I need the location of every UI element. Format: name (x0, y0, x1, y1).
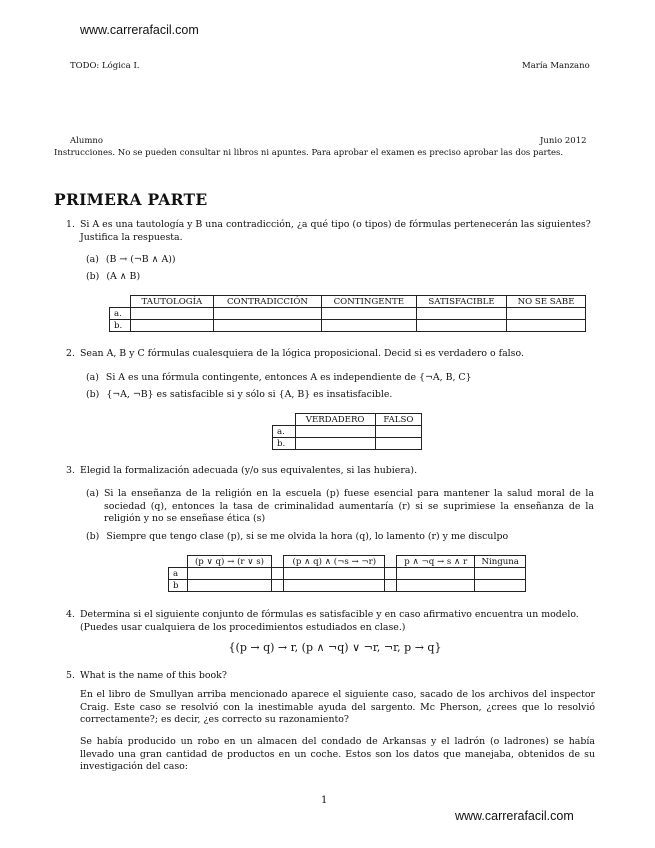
table-header: CONTRADICCIÓN (214, 296, 322, 308)
table-header: NO SE SABE (507, 296, 586, 308)
answer-cell[interactable] (397, 568, 475, 580)
q5-paragraph-2: Se había producido un robo en un almacen del condado de Arkansas y el ladrón (o ladrones) se había llevado una gran cantidad de productos en un coche. Estos son los datos que manejaba, obtenidos de su investigación del caso: (80, 736, 595, 772)
question-1 (66, 219, 595, 244)
instructions-lead: Instrucciones. (54, 148, 116, 158)
question-number: 5. (66, 670, 75, 681)
answer-cell[interactable] (284, 568, 385, 580)
question-3 (66, 465, 595, 478)
spacer-cell (385, 568, 397, 580)
item-label: (b) (86, 389, 100, 400)
item-text: {¬A, ¬B} es satisfacible si y sólo si {A, B} es insatisfacible. (106, 389, 393, 400)
q3-item-a (86, 488, 594, 526)
page-number: 1 (321, 795, 328, 806)
spacer-cell (272, 568, 284, 580)
q2-answer-table (272, 413, 422, 450)
row-label: b. (110, 320, 131, 332)
item-label: (b) (86, 271, 100, 282)
table-row (273, 426, 422, 438)
answer-cell[interactable] (130, 320, 213, 332)
table-header: (p ∨ q) → (r ∨ s) (187, 556, 272, 568)
question-number: 4. (66, 609, 75, 620)
answer-cell[interactable] (295, 426, 375, 438)
q5-paragraph-1: En el libro de Smullyan arriba mencionado aparece el siguiente caso, sacado de los archivos del inspector Craig. Este caso se resolvió con la inestimable ayuda del sargento. Mc Pherson, ¿crees que lo resolvió correctamente?; es decir, ¿es correcto su razonamiento? (80, 689, 595, 725)
table-row (169, 568, 526, 580)
question-2 (66, 348, 595, 361)
answer-cell[interactable] (507, 320, 586, 332)
table-header: TAUTOLOGÍA (130, 296, 213, 308)
table-header: SATISFACIBLE (416, 296, 506, 308)
answer-cell[interactable] (416, 320, 506, 332)
table-spacer (385, 556, 397, 568)
q3-item-b (86, 531, 508, 544)
answer-cell[interactable] (397, 580, 475, 592)
table-header: VERDADERO (295, 414, 375, 426)
table-corner (273, 414, 296, 426)
row-label: a (169, 568, 188, 580)
section-title: PRIMERA PARTE (54, 190, 208, 209)
item-text: Siempre que tengo clase (p), si se me olvida la hora (q), lo lamento (r) y me disculpo (106, 531, 509, 542)
q1-item-a (86, 254, 176, 267)
table-header: CONTINGENTE (321, 296, 416, 308)
q2-item-b (86, 389, 392, 402)
table-corner (169, 556, 188, 568)
table-corner (110, 296, 131, 308)
answer-cell[interactable] (375, 426, 421, 438)
table-spacer (272, 556, 284, 568)
question-number: 3. (66, 465, 75, 476)
question-text: Determina si el siguiente conjunto de fórmulas es satisfacible y en caso afirmativo encuentra un modelo. (Puedes usar cualquiera de los procedimientos estudiados en clase.) (80, 609, 579, 633)
answer-cell[interactable] (284, 580, 385, 592)
answer-cell[interactable] (416, 308, 506, 320)
table-row (169, 580, 526, 592)
question-text: Sean A, B y C fórmulas cualesquiera de la lógica proposicional. Decid si es verdadero o falso. (80, 348, 524, 359)
table-header: Ninguna (475, 556, 526, 568)
answer-cell[interactable] (507, 308, 586, 320)
question-number: 2. (66, 348, 75, 359)
header-course: TODO: Lógica I. (70, 61, 140, 71)
q2-item-a (86, 372, 472, 385)
row-label: a. (273, 426, 296, 438)
answer-cell[interactable] (187, 568, 272, 580)
q3-answer-table (168, 555, 526, 592)
item-label: (a) (86, 254, 99, 265)
spacer-cell (272, 580, 284, 592)
row-label: a. (110, 308, 131, 320)
answer-cell[interactable] (321, 320, 416, 332)
student-label: Alumno (70, 136, 103, 146)
answer-cell[interactable] (130, 308, 213, 320)
exam-date: Junio 2012 (540, 136, 587, 146)
answer-cell[interactable] (475, 580, 526, 592)
item-text: Si A es una fórmula contingente, entonces A es independiente de {¬A, B, C} (105, 372, 472, 383)
item-label: (a) (86, 488, 99, 499)
table-header: (p ∧ q) ∧ (¬s → ¬r) (284, 556, 385, 568)
item-label: (a) (86, 372, 99, 383)
question-5 (66, 670, 595, 683)
table-row (110, 308, 586, 320)
header-author: María Manzano (522, 61, 590, 71)
q4-formula: {(p → q) → r, (p ∧ ¬q) ∨ ¬r, ¬r, p → q} (228, 641, 442, 654)
row-label: b (169, 580, 188, 592)
table-header: p ∧ ¬q → s ∧ r (397, 556, 475, 568)
answer-cell[interactable] (321, 308, 416, 320)
answer-cell[interactable] (375, 438, 421, 450)
q1-item-b (86, 271, 140, 284)
question-4 (66, 609, 595, 634)
table-row (110, 320, 586, 332)
question-number: 1. (66, 219, 75, 230)
answer-cell[interactable] (214, 320, 322, 332)
watermark-bottom: www.carrerafacil.com (455, 809, 574, 823)
table-header: FALSO (375, 414, 421, 426)
item-text: Si la enseñanza de la religión en la escuela (p) fuese esencial para mantener la salud moral de la sociedad (q), entonces la tasa de criminalidad aumentaría (r) si se suprimiese la enseñanza de la religión y no se enseñase ética (s) (104, 488, 594, 524)
question-text: Elegid la formalización adecuada (y/o sus equivalentes, si las hubiera). (80, 465, 418, 476)
instructions-text: No se pueden consultar ni libros ni apuntes. Para aprobar el examen es preciso aprobar las dos partes. (117, 148, 564, 158)
item-formula: (B → (¬B ∧ A)) (105, 254, 176, 265)
row-label: b. (273, 438, 296, 450)
spacer-cell (385, 580, 397, 592)
question-text: Si A es una tautología y B una contradicción, ¿a qué tipo (o tipos) de fórmulas pertenecerán las siguientes? Justifica la respuesta. (80, 219, 591, 243)
answer-cell[interactable] (475, 568, 526, 580)
question-title: What is the name of this book? (80, 670, 227, 681)
watermark-top: www.carrerafacil.com (80, 23, 199, 37)
q1-answer-table (109, 295, 586, 332)
answer-cell[interactable] (295, 438, 375, 450)
table-row (273, 438, 422, 450)
item-formula: (A ∧ B) (106, 271, 141, 282)
answer-cell[interactable] (214, 308, 322, 320)
instructions (54, 147, 594, 159)
item-label: (b) (86, 531, 100, 542)
answer-cell[interactable] (187, 580, 272, 592)
